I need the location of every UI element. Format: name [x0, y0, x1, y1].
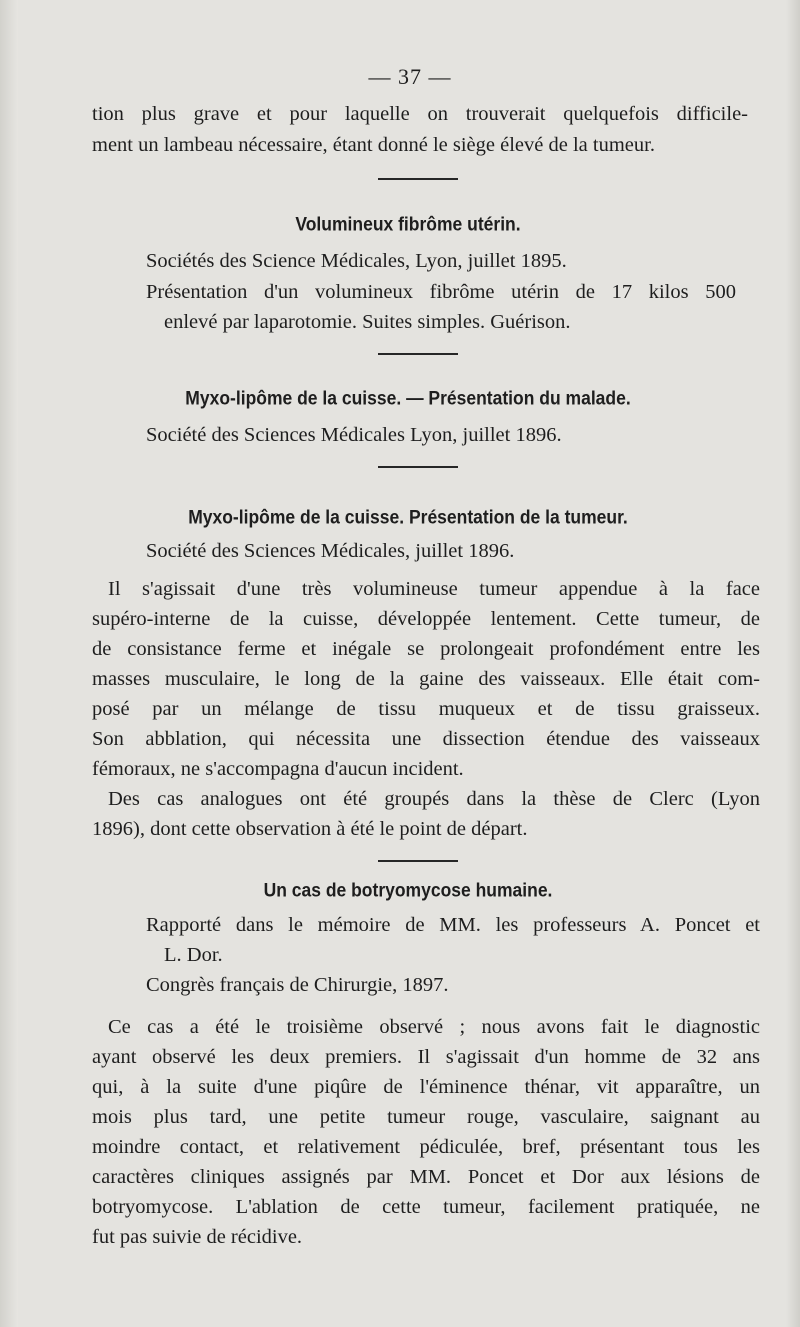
paragraph-line: caractères cliniques assignés par MM. Poncet et Dor aux lésions de: [92, 1166, 760, 1188]
paragraph-line: ayant observé les deux premiers. Il s'agissait d'un homme de 32 ans: [92, 1046, 760, 1068]
paragraph-line: botryomycose. L'ablation de cette tumeur, facilement pratiquée, ne: [92, 1196, 760, 1218]
section-heading: Volumineux fibrôme utérin.: [295, 212, 521, 236]
paragraph-line: Son abblation, qui nécessita une dissection étendue des vaisseaux: [92, 728, 760, 750]
section-heading: Myxo-lipôme de la cuisse. Présentation de la tumeur.: [188, 505, 628, 529]
section-line: Congrès français de Chirurgie, 1897.: [146, 974, 449, 996]
section-line: Société des Sciences Médicales Lyon, juillet 1896.: [146, 424, 562, 446]
paragraph-line: moindre contact, et relativement pédiculée, bref, présentant tous les: [92, 1136, 760, 1158]
section-line: enlevé par laparotomie. Suites simples. Guérison.: [164, 311, 571, 333]
paragraph-line: masses musculaire, le long de la gaine des vaisseaux. Elle était com-: [92, 668, 760, 690]
section-divider: [378, 178, 458, 180]
paragraph-line: fémoraux, ne s'accompagna d'aucun incident.: [92, 758, 464, 780]
section-line: Rapporté dans le mémoire de MM. les professeurs A. Poncet et: [146, 914, 760, 936]
intro-line: ment un lambeau nécessaire, étant donné le siège élevé de la tumeur.: [92, 134, 655, 156]
scan-edge-left: [0, 0, 18, 1327]
paragraph-line: supéro-interne de la cuisse, développée lentement. Cette tumeur, de: [92, 608, 760, 630]
scan-edge-right: [786, 0, 800, 1327]
section-heading: Un cas de botryomycose humaine.: [263, 878, 553, 902]
paragraph-line: 1896), dont cette observation à été le point de départ.: [92, 818, 528, 840]
intro-line: tion plus grave et pour laquelle on trouverait quelquefois difficile-: [92, 103, 748, 125]
paragraph-line: Il s'agissait d'une très volumineuse tumeur appendue à la face: [108, 578, 760, 600]
paragraph-line: fut pas suivie de récidive.: [92, 1226, 303, 1248]
section-heading: Myxo-lipôme de la cuisse. — Présentation du malade.: [185, 386, 631, 410]
paragraph-line: qui, à la suite d'une piqûre de l'éminence thénar, vit apparaître, un: [92, 1076, 760, 1098]
paragraph-line: Ce cas a été le troisième observé ; nous avons fait le diagnostic: [108, 1016, 760, 1038]
paragraph-line: Des cas analogues ont été groupés dans la thèse de Clerc (Lyon: [108, 788, 760, 810]
section-divider: [378, 353, 458, 355]
page-number: — 37 —: [368, 64, 452, 89]
section-divider: [378, 466, 458, 468]
section-line: Présentation d'un volumineux fibrôme utérin de 17 kilos 500: [146, 281, 736, 303]
paragraph-line: posé par un mélange de tissu muqueux et de tissu graisseux.: [92, 698, 760, 720]
paragraph-line: de consistance ferme et inégale se prolongeait profondément entre les: [92, 638, 760, 660]
section-line: Sociétés des Science Médicales, Lyon, juillet 1895.: [146, 250, 567, 272]
paragraph-line: mois plus tard, une petite tumeur rouge, vasculaire, saignant au: [92, 1106, 760, 1128]
section-divider: [378, 860, 458, 862]
section-line: Société des Sciences Médicales, juillet 1896.: [146, 540, 515, 562]
section-line: L. Dor.: [164, 944, 223, 966]
